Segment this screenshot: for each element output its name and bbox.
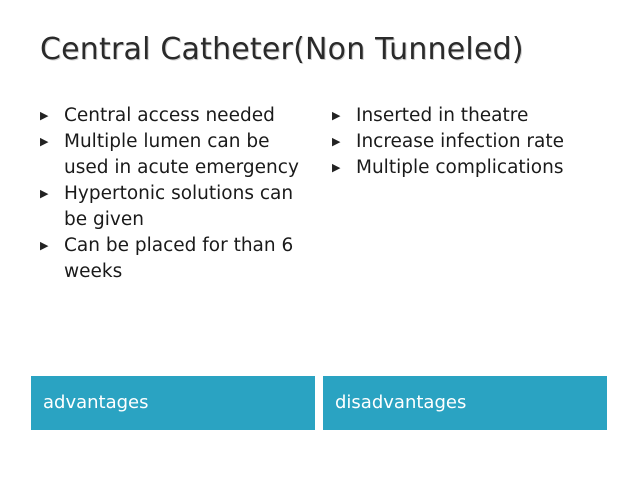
arrow-bullet-icon: ▶ bbox=[40, 187, 49, 200]
list-item-text: Multiple lumen can be used in acute emergency bbox=[64, 131, 299, 178]
list-item-text: Hypertonic solutions can be given bbox=[64, 183, 294, 230]
list-item bbox=[332, 103, 632, 129]
slide-title: Central Catheter(Non Tunneled) bbox=[40, 32, 524, 67]
arrow-bullet-icon: ▶ bbox=[40, 135, 49, 148]
list-item-text: Inserted in theatre bbox=[356, 105, 529, 126]
list-item bbox=[40, 129, 310, 181]
arrow-bullet-icon: ▶ bbox=[332, 161, 341, 174]
advantages-list bbox=[40, 103, 310, 285]
list-item bbox=[40, 103, 310, 129]
arrow-bullet-icon: ▶ bbox=[40, 239, 49, 252]
arrow-bullet-icon: ▶ bbox=[332, 109, 341, 122]
disadvantages-list bbox=[332, 103, 632, 181]
advantages-label-band: advantages bbox=[31, 376, 315, 430]
list-item bbox=[40, 181, 310, 233]
list-item-text: Multiple complications bbox=[356, 157, 564, 178]
disadvantages-label-band: disadvantages bbox=[323, 376, 607, 430]
list-item-text: Can be placed for than 6 weeks bbox=[64, 235, 294, 282]
list-item-text: Central access needed bbox=[64, 105, 275, 126]
list-item bbox=[332, 129, 632, 155]
arrow-bullet-icon: ▶ bbox=[40, 109, 49, 122]
list-item bbox=[40, 233, 310, 285]
arrow-bullet-icon: ▶ bbox=[332, 135, 341, 148]
list-item-text: Increase infection rate bbox=[356, 131, 564, 152]
list-item bbox=[332, 155, 632, 181]
